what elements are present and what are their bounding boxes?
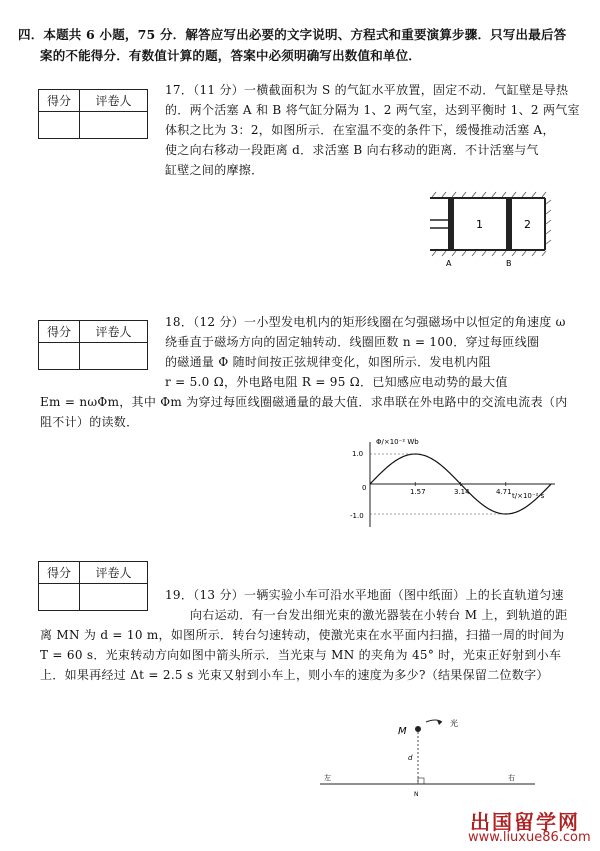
q19-line: T = 60 s．光束转动方向如图中箭头所示．当光束与 MN 的夹角为 45° 时，光束正好射到小车	[40, 648, 562, 662]
watermark-title: 出国留学网	[470, 810, 580, 834]
x-tick-label: 1.57	[410, 488, 426, 496]
chamber-2-label: 2	[524, 218, 531, 231]
grader-label: 评卷人	[80, 321, 148, 343]
q18-line: r = 5.0 Ω，外电路电阻 R = 95 Ω．已知感应电动势的最大值	[165, 375, 508, 389]
score-label: 得分	[39, 90, 80, 112]
laser-track-figure	[300, 712, 540, 802]
question-17	[165, 80, 585, 180]
flux-chart	[330, 432, 560, 532]
section-line-2: 案的不能得分．有数值计算的题，答案中必须明确写出数值和单位．	[40, 48, 422, 63]
piston-b	[506, 199, 512, 249]
x-tick-label: 3.14	[454, 488, 470, 496]
q18-line: 阻不计）的读数．	[40, 415, 139, 429]
right-angle-mark	[418, 778, 424, 784]
score-label: 得分	[39, 562, 80, 584]
y-axis-label: Φ/×10⁻² Wb	[376, 438, 419, 446]
y-tick-label: 0	[362, 484, 367, 492]
y-tick-label: 1.0	[352, 450, 364, 458]
piston-b-label: B	[506, 259, 512, 268]
turntable-m	[415, 726, 421, 732]
question-18	[40, 312, 588, 432]
grader-label: 评卷人	[80, 90, 148, 112]
q18-line: 的磁通量 Φ 随时间按正弦规律变化，如图所示．发电机内阻	[165, 355, 491, 369]
label-beam: 光	[450, 719, 458, 728]
piston-a-label: A	[446, 259, 452, 268]
section-header	[18, 24, 590, 66]
label-right: 右	[508, 774, 515, 782]
grader-label: 评卷人	[80, 562, 148, 584]
x-axis-label: t/×10⁻² s	[512, 492, 545, 500]
q17-line: 缸壁之间的摩擦．	[165, 163, 264, 177]
q17-line: 使之向右移动一段距离 d．求活塞 B 向右移动的距离．不计活塞与气	[165, 143, 539, 157]
q17-line: 的．两个活塞 A 和 B 将气缸分隔为 1、2 两气室，达到平衡时 1、2 两气室	[165, 103, 580, 117]
section-line-1: 四．本题共 6 小题，75 分．解答应写出必要的文字说明、方程式和重要演算步骤．只写出最后答	[18, 27, 567, 42]
watermark-url: www.liuxue86.com	[468, 830, 591, 845]
q19-line: 上．如果再经过 Δt = 2.5 s 光束又射到小车上，则小车的速度为多少?（结果保留二位数字）	[40, 668, 549, 682]
q18-line: 绕垂直于磁场方向的固定轴转动．线圈匝数 n = 100．穿过每匝线圈	[165, 335, 540, 349]
q19-line: 向右运动．有一台发出细光束的激光器装在小转台 M 上，到轨道的距	[190, 608, 568, 622]
q19-line: 19．（13 分）一辆实验小车可沿水平地面（图中纸面）上的长直轨道匀速	[165, 588, 564, 602]
q17-line: 体积之比为 3：2，如图所示．在室温不变的条件下，缓慢推动活塞 A，	[165, 123, 555, 137]
score-cell[interactable]	[39, 112, 80, 139]
cylinder-figure	[420, 190, 560, 270]
end-wall-hatching	[546, 200, 551, 244]
label-d: d	[408, 754, 413, 762]
score-label: 得分	[39, 321, 80, 343]
y-tick-label: -1.0	[350, 512, 364, 520]
grader-cell[interactable]	[80, 112, 148, 139]
x-tick-label: 4.71	[496, 488, 512, 496]
label-left: 左	[324, 774, 331, 782]
score-box-q17	[38, 89, 148, 139]
bottom-wall-hatching	[432, 251, 546, 256]
label-m: M	[398, 726, 407, 737]
q18-line: Em = nωΦm，其中 Φm 为穿过每匝线圈磁通量的最大值．求串联在外电路中的交流电流表（内	[40, 395, 568, 409]
question-19	[40, 585, 588, 685]
piston-a	[448, 199, 454, 249]
q17-line: 17．（11 分）一横截面积为 S 的气缸水平放置，固定不动．气缸壁是导热	[165, 83, 569, 97]
q19-line: 离 MN 为 d = 10 m，如图所示．转台匀速转动，使激光束在水平面内扫描，扫描一周的时间为	[40, 628, 565, 642]
q18-line: 18．（12 分）一小型发电机内的矩形线圈在匀强磁场中以恒定的角速度 ω	[165, 315, 566, 329]
chamber-1-label: 1	[476, 218, 483, 231]
label-n: N	[414, 791, 419, 798]
top-wall-hatching	[432, 192, 546, 197]
